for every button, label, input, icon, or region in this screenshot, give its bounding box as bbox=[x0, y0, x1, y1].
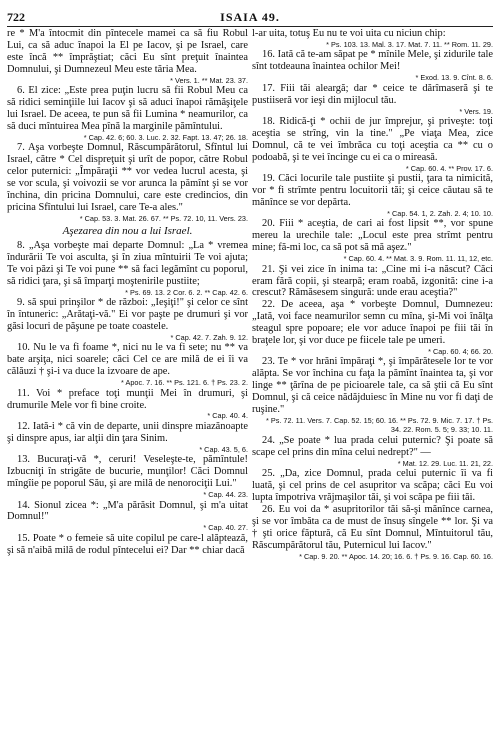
verse-paragraph bbox=[7, 421, 248, 454]
section-heading: Aşezarea din nou a lui Israel. bbox=[62, 225, 193, 238]
verse-paragraph bbox=[252, 356, 493, 435]
verse-text: 13. Bucuraţi-vă *, ceruri! Veseleşte-te, pămîntule! Izbucniţi în strigăte de bucurie, munţilor! Căci Domnul mîngîie pe poporul Său, şi are milă de nenorociţii Lui." bbox=[7, 454, 248, 490]
verse-text: 6. El zice: „Este prea puţin lucru să fii Robul Meu ca să ridici seminţiile lui Iacov şi să aduci înapoi rămăşiţele lui Israel. De aceea, te pun să fii Lumina * neamurilor, ca să duci mîntuirea Mea pînă la marginile pămîntului. bbox=[7, 85, 248, 132]
page-number: 722 bbox=[7, 10, 25, 24]
verse-paragraph bbox=[7, 297, 248, 342]
header-rule bbox=[7, 26, 493, 27]
cross-reference: * Cap. 9. 20. ** Apoc. 14. 20; 16. 6. † Ps. 9. 16. Cap. 60. 16. bbox=[299, 551, 493, 561]
verse-text: 24. „Se poate * lua prada celui puternic? Şi poate să scape cel prins din mîna celui nedrept?" — bbox=[252, 434, 493, 458]
verse-paragraph bbox=[252, 468, 493, 504]
cross-reference: * Apoc. 7. 16. ** Ps. 121. 6. † Ps. 23. 2. bbox=[121, 378, 248, 388]
cross-reference: * Cap. 44. 23. bbox=[203, 490, 248, 499]
verse-text: 26. Eu voi da * asupritorilor tăi să-şi mănînce carnea, şi se vor îmbăta ca de must de însuş sîngele ** lor. Şi va † şti orice făptură, că Eu sînt Domnul, Mîntuitorul tău, Răscumpărătorul tău, Puternicul lui Iacov." bbox=[252, 504, 493, 551]
verse-text: 11. Voi * preface toţi munţii Mei în drumuri, şi drumurile Mele vor fi bine croite. bbox=[7, 387, 248, 411]
verse-text: re * M'a întocmit din pîntecele mamei ca să fiu Robul Lui, ca să aduc înapoi la El pe Iacov, şi pe Israel, care este încă ** împrăştiat; căci Eu sînt preţuit înaintea Domnului, şi Dumnezeul Meu este tăria Mea. bbox=[7, 28, 248, 75]
cross-reference: * Ps. 72. 11. Vers. 7. Cap. 52. 15; 60. 16. ** Ps. 72. 9. Mic. 7. 17. † Ps. 34. 22. Rom. 5. 5; 9. 33; 10. 11. bbox=[265, 415, 493, 435]
cross-reference: * Ps. 69. 13. 2 Cor. 6. 2. ** Cap. 42. 6. bbox=[125, 287, 248, 297]
verse-paragraph bbox=[252, 83, 493, 116]
cross-reference: * Exod. 13. 9. Cînt. 8. 6. bbox=[415, 73, 493, 83]
verse-paragraph bbox=[252, 435, 493, 468]
cross-reference: * Cap. 60. 4; 66. 20. bbox=[428, 346, 493, 356]
verse-paragraph bbox=[7, 240, 248, 297]
cross-reference: * Cap. 40. 4. bbox=[207, 411, 248, 421]
verse-paragraph bbox=[7, 454, 248, 499]
cross-reference: * Vers. 19. bbox=[459, 106, 493, 116]
verse-text: 20. Fiii * aceştia, de cari ai fost lipsit **, vor spune mereu la urechile tale: „Locul este prea strîmt pentru mine; fă-mi loc, ca să pot să mă aşez." bbox=[252, 218, 493, 254]
verse-text: 15. Poate * o femeie să uite copilul pe care-l alăptează, şi să n'aibă milă de rodul pîntecelui ei? Dar ** chiar dacă bbox=[7, 532, 248, 556]
cross-reference: * Vers. 1. ** Mat. 23. 37. bbox=[170, 75, 248, 85]
verse-text: 16. Iată că te-am săpat pe * mînile Mele, şi zidurile tale sînt totdeauna înaintea ochilor Mei! bbox=[252, 49, 493, 73]
verse-paragraph bbox=[252, 28, 493, 49]
cross-reference: * Cap. 60. 4. ** Prov. 17. 6. bbox=[405, 163, 493, 173]
verse-paragraph bbox=[7, 500, 248, 533]
verse-paragraph bbox=[252, 299, 493, 356]
verse-text: 22. De aceea, aşa * vorbeşte Domnul, Dumnezeu: „Iată, voi face neamurilor semn cu mîna, şi-Mi voi înălţa steagul spre popoare; ele vor aduce înapoi pe fiii tăi în braţele lor, şi vor duce pe fiicele tale pe umeri. bbox=[252, 299, 493, 347]
cross-reference: * Mat. 12. 29. Luc. 11. 21, 22. bbox=[397, 458, 493, 468]
verse-paragraph bbox=[252, 49, 493, 82]
verse-text: 7. Aşa vorbeşte Domnul, Răscumpărătorul, Sfîntul lui Israel, către * Cel dispreţuit şi urît de popor, către Robul celor puternici: „Împăraţii ** vor vedea lucrul acesta, şi se vor scula, şi voivozii se vor arunca la pămînt şi se vor închina, din pricina Domnului, care este credincios, din pricina Sfîntului lui Israel, care Te-a ales." bbox=[7, 142, 248, 213]
text-columns bbox=[7, 28, 493, 561]
verse-text: 21. Şi vei zice în inima ta: „Cine mi i-a născut? Căci eram fără copii, şi stearpă; eram roabă, izgonită: cine i-a crescut? Rămăsesem singură: unde erau aceştia?" bbox=[252, 263, 493, 299]
left-column bbox=[7, 28, 248, 561]
verse-text: 10. Nu le va fi foame *, nici nu le va fi sete; nu ** va bate arşiţa, nici soarele; căci Cel ce are milă de ei îi va călăuzi † şi-i va duce la izvoare de ape. bbox=[7, 342, 248, 378]
verse-text: 19. Căci locurile tale pustiite şi pustii, ţara ta nimicită, vor * fi strîmte pentru locuitorii tăi; şi ceice căutau să te mănînce se vor depărta. bbox=[252, 173, 493, 208]
page-header bbox=[7, 10, 493, 26]
cross-reference: * Cap. 43. 5, 6. bbox=[199, 444, 248, 454]
verse-text: l-ar uita, totuş Eu nu te voi uita cu niciun chip: bbox=[252, 28, 446, 39]
verse-text: 18. Ridică-ţi * ochii de jur împrejur, şi priveşte: toţi aceştia se strîng, vin la tine." „Pe viaţa Mea, zice Domnul, că te vei îmbrăca cu toţi aceştia ca ** cu o podoabă, şi te vei încinge cu ei ca o mireasă. bbox=[252, 116, 493, 163]
verse-text: 25. „Da, zice Domnul, prada celui puternic îi va fi luată, şi cel prins de cel asupritor va scăpa; căci Eu voi lupta împotriva vrăjmaşilor tăi, şi voi scăpa pe fiii tăi. bbox=[252, 468, 493, 504]
verse-paragraph bbox=[252, 173, 493, 218]
verse-text: 12. Iată-i * că vin de departe, unii dinspre miazănoapte şi dinspre apus, iar alţii din ţara Sinim. bbox=[7, 420, 248, 444]
verse-text: 14. Sionul zicea *: „M'a părăsit Domnul, şi m'a uitat Domnul!" bbox=[7, 499, 248, 523]
verse-paragraph bbox=[7, 342, 248, 387]
cross-reference: * Cap. 42. 7. Zah. 9. 12. bbox=[170, 332, 248, 342]
verse-paragraph bbox=[252, 504, 493, 561]
verse-text: 23. Te * vor hrăni împăraţi *, şi împărătesele lor te vor alăpta. Se vor închina cu faţa la pămînt înaintea ta, şi vor linge ** ţărîna de pe picioarele tale, ca să ştii că Eu sînt Domnul, şi că ceice nădăjduiesc în Mine nu vor fi daţi de ruşine." bbox=[252, 356, 493, 416]
cross-reference: * Cap. 53. 3. Mat. 26. 67. ** Ps. 72. 10, 11. Vers. 23. bbox=[79, 213, 248, 223]
verse-text: 17. Fiii tăi aleargă; dar * ceice te dărîmaseră şi te pustiiseră vor ieşi din mijlocul tău. bbox=[252, 82, 493, 106]
cross-reference: * Cap. 40. 27. bbox=[203, 523, 248, 533]
verse-paragraph bbox=[252, 264, 493, 300]
cross-reference: * Cap. 42. 6; 60. 3. Luc. 2. 32. Fapt. 13. 47; 26. 18. bbox=[83, 132, 248, 142]
verse-text: 8. „Aşa vorbeşte mai departe Domnul: „La * vremea îndurării Te voi asculta, şi în ziua mîntuirii Te voi ajuta; Te voi păzi şi Te voi pune ** să faci legămînt cu poporul, să ridici ţara, şi să împarţi moştenirile pustiite; bbox=[7, 240, 248, 287]
cross-reference: * Ps. 103. 13. Mal. 3. 17. Mat. 7. 11. ** Rom. 11. 29. bbox=[326, 39, 493, 49]
verse-paragraph bbox=[7, 28, 248, 85]
cross-reference: * Cap. 54. 1, 2. Zah. 2. 4; 10. 10. bbox=[387, 208, 493, 218]
cross-reference: * Cap. 60. 4. ** Mat. 3. 9. Rom. 11. 11, 12, etc. bbox=[343, 254, 493, 264]
verse-paragraph bbox=[7, 533, 248, 557]
right-column bbox=[252, 28, 493, 561]
verse-paragraph bbox=[252, 218, 493, 263]
verse-text: 9. să spui prinşilor * de război: „Ieşiţi!" şi celor ce sînt în întuneric: „Arătaţi-vă." Ei vor paşte pe drumuri şi vor găsi locuri de păşune pe toate coastele. bbox=[7, 297, 248, 333]
verse-paragraph bbox=[7, 85, 248, 142]
verse-paragraph bbox=[7, 142, 248, 223]
running-title: ISAIA 49. bbox=[220, 10, 280, 24]
verse-paragraph bbox=[7, 388, 248, 421]
verse-paragraph bbox=[252, 116, 493, 173]
